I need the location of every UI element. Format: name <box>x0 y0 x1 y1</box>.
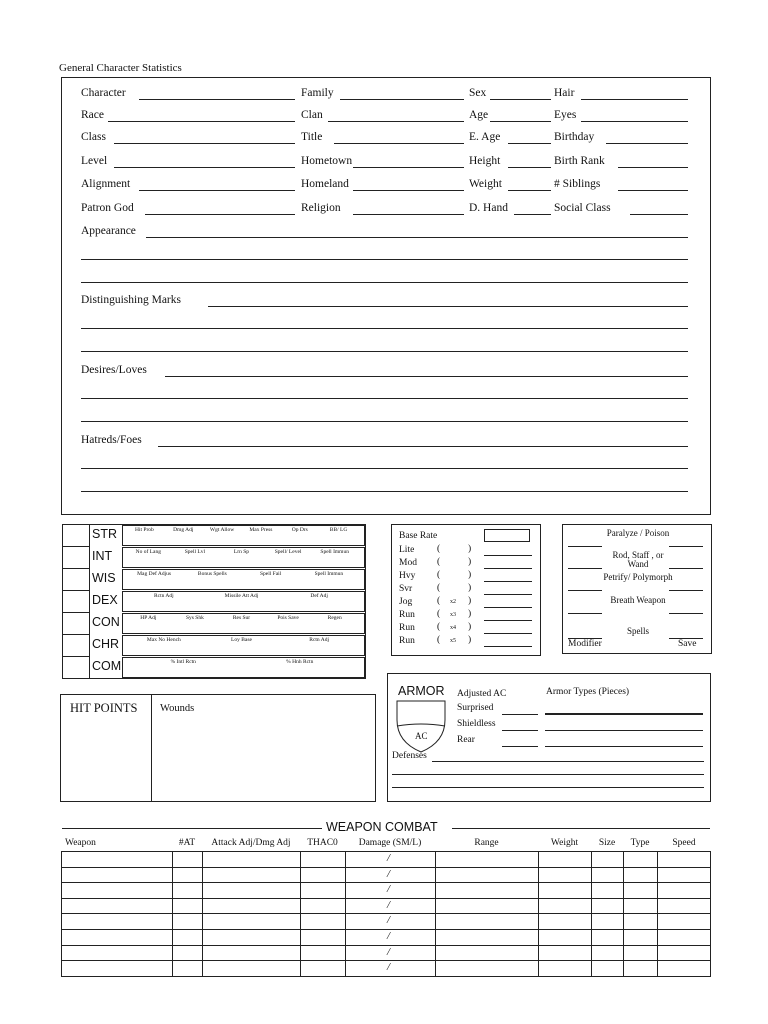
ability-column-label: Pois Save <box>277 615 299 621</box>
armor-types-label: Armor Types (Pieces) <box>546 687 630 697</box>
ability-column-label: Spell/ Level <box>274 549 302 555</box>
field-label: Alignment <box>81 178 131 190</box>
ability-abbr: CON <box>92 615 120 629</box>
save-label: Save <box>678 639 697 649</box>
save-value-line[interactable] <box>669 568 703 569</box>
weapon-name-cell[interactable] <box>62 914 171 928</box>
ability-score-box[interactable] <box>62 634 90 657</box>
hit-points-panel <box>60 694 376 802</box>
movement-multiplier: x5 <box>450 638 456 644</box>
armor-type-line[interactable] <box>545 713 703 714</box>
damage-slash: / <box>387 914 391 927</box>
armor-row-line[interactable] <box>502 746 538 747</box>
paren-close: ) <box>468 570 472 580</box>
paren-open: ( <box>437 544 441 554</box>
movement-line[interactable] <box>484 568 532 569</box>
field-line[interactable] <box>139 190 295 191</box>
saves-panel <box>562 524 712 654</box>
field-label: E. Age <box>469 131 501 143</box>
defenses-line[interactable] <box>392 787 704 788</box>
weapon-combat-title: WEAPON COMBAT <box>326 820 438 834</box>
ability-column-label: Rctn Adj <box>153 593 174 599</box>
movement-line[interactable] <box>484 581 532 582</box>
ability-score-box[interactable] <box>62 524 90 547</box>
weapon-header: Weight <box>550 838 579 848</box>
general-panel <box>61 77 711 515</box>
ability-column-label: Spell Immun <box>314 571 344 577</box>
field-line[interactable] <box>630 214 688 215</box>
hp-divider <box>151 695 152 801</box>
save-modifier-line[interactable] <box>568 568 602 569</box>
weapon-name-cell[interactable] <box>62 899 171 913</box>
ability-column-label: Missile Att Adj <box>224 593 259 599</box>
appearance-line[interactable] <box>81 259 688 260</box>
paren-close: ) <box>468 596 472 606</box>
weapon-header: Range <box>474 838 499 848</box>
ability-column-label: Dmg Adj <box>173 527 194 533</box>
field-label: Patron God <box>81 202 134 214</box>
field-label: Social Class <box>554 202 611 214</box>
ability-column-label: % Hnh Rctn <box>286 659 314 665</box>
armor-row-label: Shieldless <box>457 719 496 729</box>
ability-abbr: WIS <box>92 571 116 585</box>
field-label: D. Hand <box>469 202 508 214</box>
paren-open: ( <box>437 583 441 593</box>
field-line[interactable] <box>490 99 551 100</box>
ability-column-label: Rctn Adj <box>309 637 330 643</box>
movement-label: Run <box>399 610 415 620</box>
weapon-col-divider <box>300 851 301 976</box>
movement-label: Jog <box>399 597 413 607</box>
weapon-name-cell[interactable] <box>62 930 171 944</box>
field-label: Hometown <box>301 155 353 167</box>
save-value-line[interactable] <box>669 590 703 591</box>
field-line[interactable] <box>114 167 295 168</box>
ability-column-label: Mag Def Adjus <box>137 571 172 577</box>
field-label: Clan <box>301 109 323 121</box>
damage-slash: / <box>387 852 391 864</box>
wounds-label: Wounds <box>160 703 195 714</box>
field-line[interactable] <box>108 121 295 122</box>
adjusted-ac-label: Adjusted AC <box>457 689 507 699</box>
field-line[interactable] <box>508 190 551 191</box>
weapon-header: Attack Adj/Dmg Adj <box>211 838 291 848</box>
marks-label: Distinguishing Marks <box>81 294 181 306</box>
damage-slash: / <box>387 867 391 880</box>
movement-label: Hvy <box>399 571 416 581</box>
paren-open: ( <box>437 570 441 580</box>
movement-label: Mod <box>399 558 417 568</box>
field-label: Height <box>469 155 501 167</box>
defenses-line[interactable] <box>432 761 704 762</box>
movement-label: Lite <box>399 545 415 555</box>
movement-line[interactable] <box>484 607 532 608</box>
field-label: Religion <box>301 202 341 214</box>
weapon-header: Speed <box>672 838 696 848</box>
armor-row-label: Surprised <box>457 703 494 713</box>
damage-slash: / <box>387 945 391 958</box>
field-label: Family <box>301 87 334 99</box>
ability-score-box[interactable] <box>62 612 90 635</box>
field-line[interactable] <box>340 99 464 100</box>
field-label: Weight <box>469 178 502 190</box>
field-line[interactable] <box>514 214 551 215</box>
ability-column-label: % Intl Rctn <box>170 659 196 665</box>
hit-points-title: HIT POINTS <box>70 701 138 715</box>
appearance-line[interactable] <box>146 237 688 238</box>
hatreds-label: Hatreds/Foes <box>81 434 142 446</box>
weapon-col-divider <box>345 851 346 976</box>
field-label: Sex <box>469 87 487 99</box>
field-line[interactable] <box>353 214 464 215</box>
field-line[interactable] <box>353 190 464 191</box>
field-line[interactable] <box>581 99 688 100</box>
armor-type-line[interactable] <box>545 730 703 731</box>
damage-slash: / <box>387 898 391 911</box>
ability-column-label: Def Adj <box>310 593 328 599</box>
paren-open: ( <box>437 635 441 645</box>
field-line[interactable] <box>145 214 295 215</box>
ability-abbr: DEX <box>92 593 118 607</box>
field-label: Age <box>469 109 489 121</box>
weapon-col-divider <box>435 851 436 976</box>
field-line[interactable] <box>334 143 464 144</box>
field-label: Homeland <box>301 178 349 190</box>
movement-panel <box>391 524 541 656</box>
save-item-label: Rod, Staff , or Wand <box>612 550 664 569</box>
ability-column-label: Spell Immun <box>320 549 349 555</box>
damage-slash: / <box>387 883 391 896</box>
desires-line[interactable] <box>81 421 688 422</box>
hatreds-line[interactable] <box>81 491 688 492</box>
weapon-name-cell[interactable] <box>62 946 171 960</box>
ability-abbr: COM <box>92 659 122 673</box>
base-rate-field[interactable] <box>484 529 530 542</box>
weapon-col-divider <box>172 851 173 976</box>
movement-label: Run <box>399 636 415 646</box>
weapon-col-divider <box>591 851 592 976</box>
field-line[interactable] <box>139 99 295 100</box>
weapon-header: Weapon <box>65 838 96 848</box>
armor-row-line[interactable] <box>502 730 538 731</box>
field-line[interactable] <box>618 190 688 191</box>
weapon-header: Damage (SM/L) <box>358 838 422 848</box>
armor-type-line[interactable] <box>545 714 703 715</box>
ability-column-label: Op Drs <box>291 527 308 533</box>
save-item-label: Spells <box>626 626 649 636</box>
save-modifier-line[interactable] <box>568 590 602 591</box>
movement-label: Run <box>399 623 415 633</box>
paren-close: ) <box>468 583 472 593</box>
movement-multiplier: x2 <box>450 599 456 605</box>
movement-line[interactable] <box>484 594 532 595</box>
ability-score-box[interactable] <box>62 568 90 591</box>
paren-close: ) <box>468 622 472 632</box>
paren-open: ( <box>437 557 441 567</box>
armor-panel <box>387 673 711 802</box>
armor-row-label: Rear <box>457 735 475 745</box>
weapon-header: THAC0 <box>307 838 338 848</box>
desires-line[interactable] <box>81 398 688 399</box>
save-value-line[interactable] <box>669 613 703 614</box>
damage-slash: / <box>387 930 391 942</box>
ability-score-box[interactable] <box>62 590 90 613</box>
appearance-label: Appearance <box>81 225 136 237</box>
save-item-label: Petrify/ Polymorph <box>603 572 673 582</box>
ability-column-label: HP Adj <box>140 615 157 621</box>
field-label: # Siblings <box>554 178 601 190</box>
save-modifier-line[interactable] <box>568 546 602 547</box>
movement-multiplier: x3 <box>450 612 456 618</box>
field-label: Hair <box>554 87 575 99</box>
weapon-header: Size <box>598 838 616 848</box>
field-line[interactable] <box>508 143 551 144</box>
field-line[interactable] <box>606 143 688 144</box>
field-label: Race <box>81 109 104 121</box>
weapon-rule-right <box>452 828 710 829</box>
marks-line[interactable] <box>208 306 688 307</box>
weapon-rule-left <box>62 828 322 829</box>
paren-close: ) <box>468 544 472 554</box>
marks-line[interactable] <box>81 328 688 329</box>
damage-slash: / <box>387 961 391 974</box>
defenses-label: Defenses <box>392 751 427 761</box>
field-label: Title <box>301 131 323 143</box>
field-line[interactable] <box>618 167 688 168</box>
save-item-label: Paralyze / Poison <box>606 528 670 538</box>
armor-row-line[interactable] <box>502 714 538 715</box>
weapon-name-cell[interactable] <box>62 961 171 975</box>
armor-title: ARMOR <box>398 684 445 698</box>
ac-label: AC <box>415 731 428 741</box>
base-rate-label: Base Rate <box>399 531 438 541</box>
movement-line[interactable] <box>484 620 532 621</box>
ability-abbr: INT <box>92 549 113 563</box>
ability-column-label: Spell Fail <box>260 571 282 577</box>
paren-close: ) <box>468 609 472 619</box>
marks-line[interactable] <box>81 351 688 352</box>
field-label: Class <box>81 131 106 143</box>
field-label: Character <box>81 87 126 99</box>
save-modifier-line[interactable] <box>568 613 602 614</box>
field-label: Eyes <box>554 109 577 121</box>
save-item-label: Breath Weapon <box>610 595 666 605</box>
weapon-col-divider <box>538 851 539 976</box>
field-line[interactable] <box>508 167 551 168</box>
ability-column-label: Loy Base <box>231 637 252 643</box>
ability-column-label: Sys Shk <box>185 615 204 621</box>
paren-close: ) <box>468 635 472 645</box>
weapon-header: #AT <box>178 838 196 848</box>
ability-column-label: Res Sur <box>232 615 251 621</box>
hatreds-line[interactable] <box>81 468 688 469</box>
movement-label: Svr <box>399 584 413 594</box>
armor-type-line[interactable] <box>545 746 703 747</box>
modifier-label: Modifier <box>568 639 602 649</box>
ability-column-label: Spell Lvl <box>184 549 206 555</box>
movement-line[interactable] <box>484 633 532 634</box>
field-label: Birth Rank <box>554 155 605 167</box>
save-value-line[interactable] <box>669 546 703 547</box>
ability-column-label: Hit Prob <box>135 527 154 533</box>
paren-open: ( <box>437 609 441 619</box>
ac-shield-icon <box>395 700 447 754</box>
hatreds-line[interactable] <box>158 446 688 447</box>
weapon-col-divider <box>623 851 624 976</box>
field-label: Level <box>81 155 108 167</box>
paren-open: ( <box>437 622 441 632</box>
field-line[interactable] <box>581 121 688 122</box>
movement-line[interactable] <box>484 646 532 647</box>
field-line[interactable] <box>353 167 464 168</box>
ability-score-box[interactable] <box>62 546 90 569</box>
ability-column-label: Max No Hench <box>146 637 181 643</box>
ability-score-box[interactable] <box>62 656 90 679</box>
weapon-name-cell[interactable] <box>62 883 171 897</box>
paren-open: ( <box>437 596 441 606</box>
paren-close: ) <box>468 557 472 567</box>
general-title: General Character Statistics <box>59 62 182 74</box>
weapon-name-cell[interactable] <box>62 868 171 882</box>
ability-column-label: No of Lang <box>135 549 161 555</box>
appearance-line[interactable] <box>81 282 688 283</box>
ability-column-label: BB/ LG <box>329 527 348 533</box>
ability-column-label: Regen <box>327 615 342 621</box>
weapon-col-divider <box>202 851 203 976</box>
movement-line[interactable] <box>484 555 532 556</box>
movement-multiplier: x4 <box>450 625 456 631</box>
ability-abbr: CHR <box>92 637 120 651</box>
field-label: Birthday <box>554 131 595 143</box>
ability-column-label: Wgt Allow <box>209 527 235 533</box>
weapon-col-divider <box>657 851 658 976</box>
field-line[interactable] <box>490 121 551 122</box>
ability-column-label: Max Press <box>249 527 273 533</box>
ability-abbr: STR <box>92 527 117 541</box>
desires-line[interactable] <box>165 376 688 377</box>
field-line[interactable] <box>328 121 464 122</box>
defenses-line[interactable] <box>392 774 704 775</box>
ability-column-label: Bonus Spells <box>197 571 227 577</box>
ability-column-label: Lrn Sp <box>233 549 250 555</box>
weapon-name-cell[interactable] <box>62 852 171 866</box>
desires-label: Desires/Loves <box>81 364 147 376</box>
weapon-header: Type <box>630 838 650 848</box>
field-line[interactable] <box>114 143 295 144</box>
